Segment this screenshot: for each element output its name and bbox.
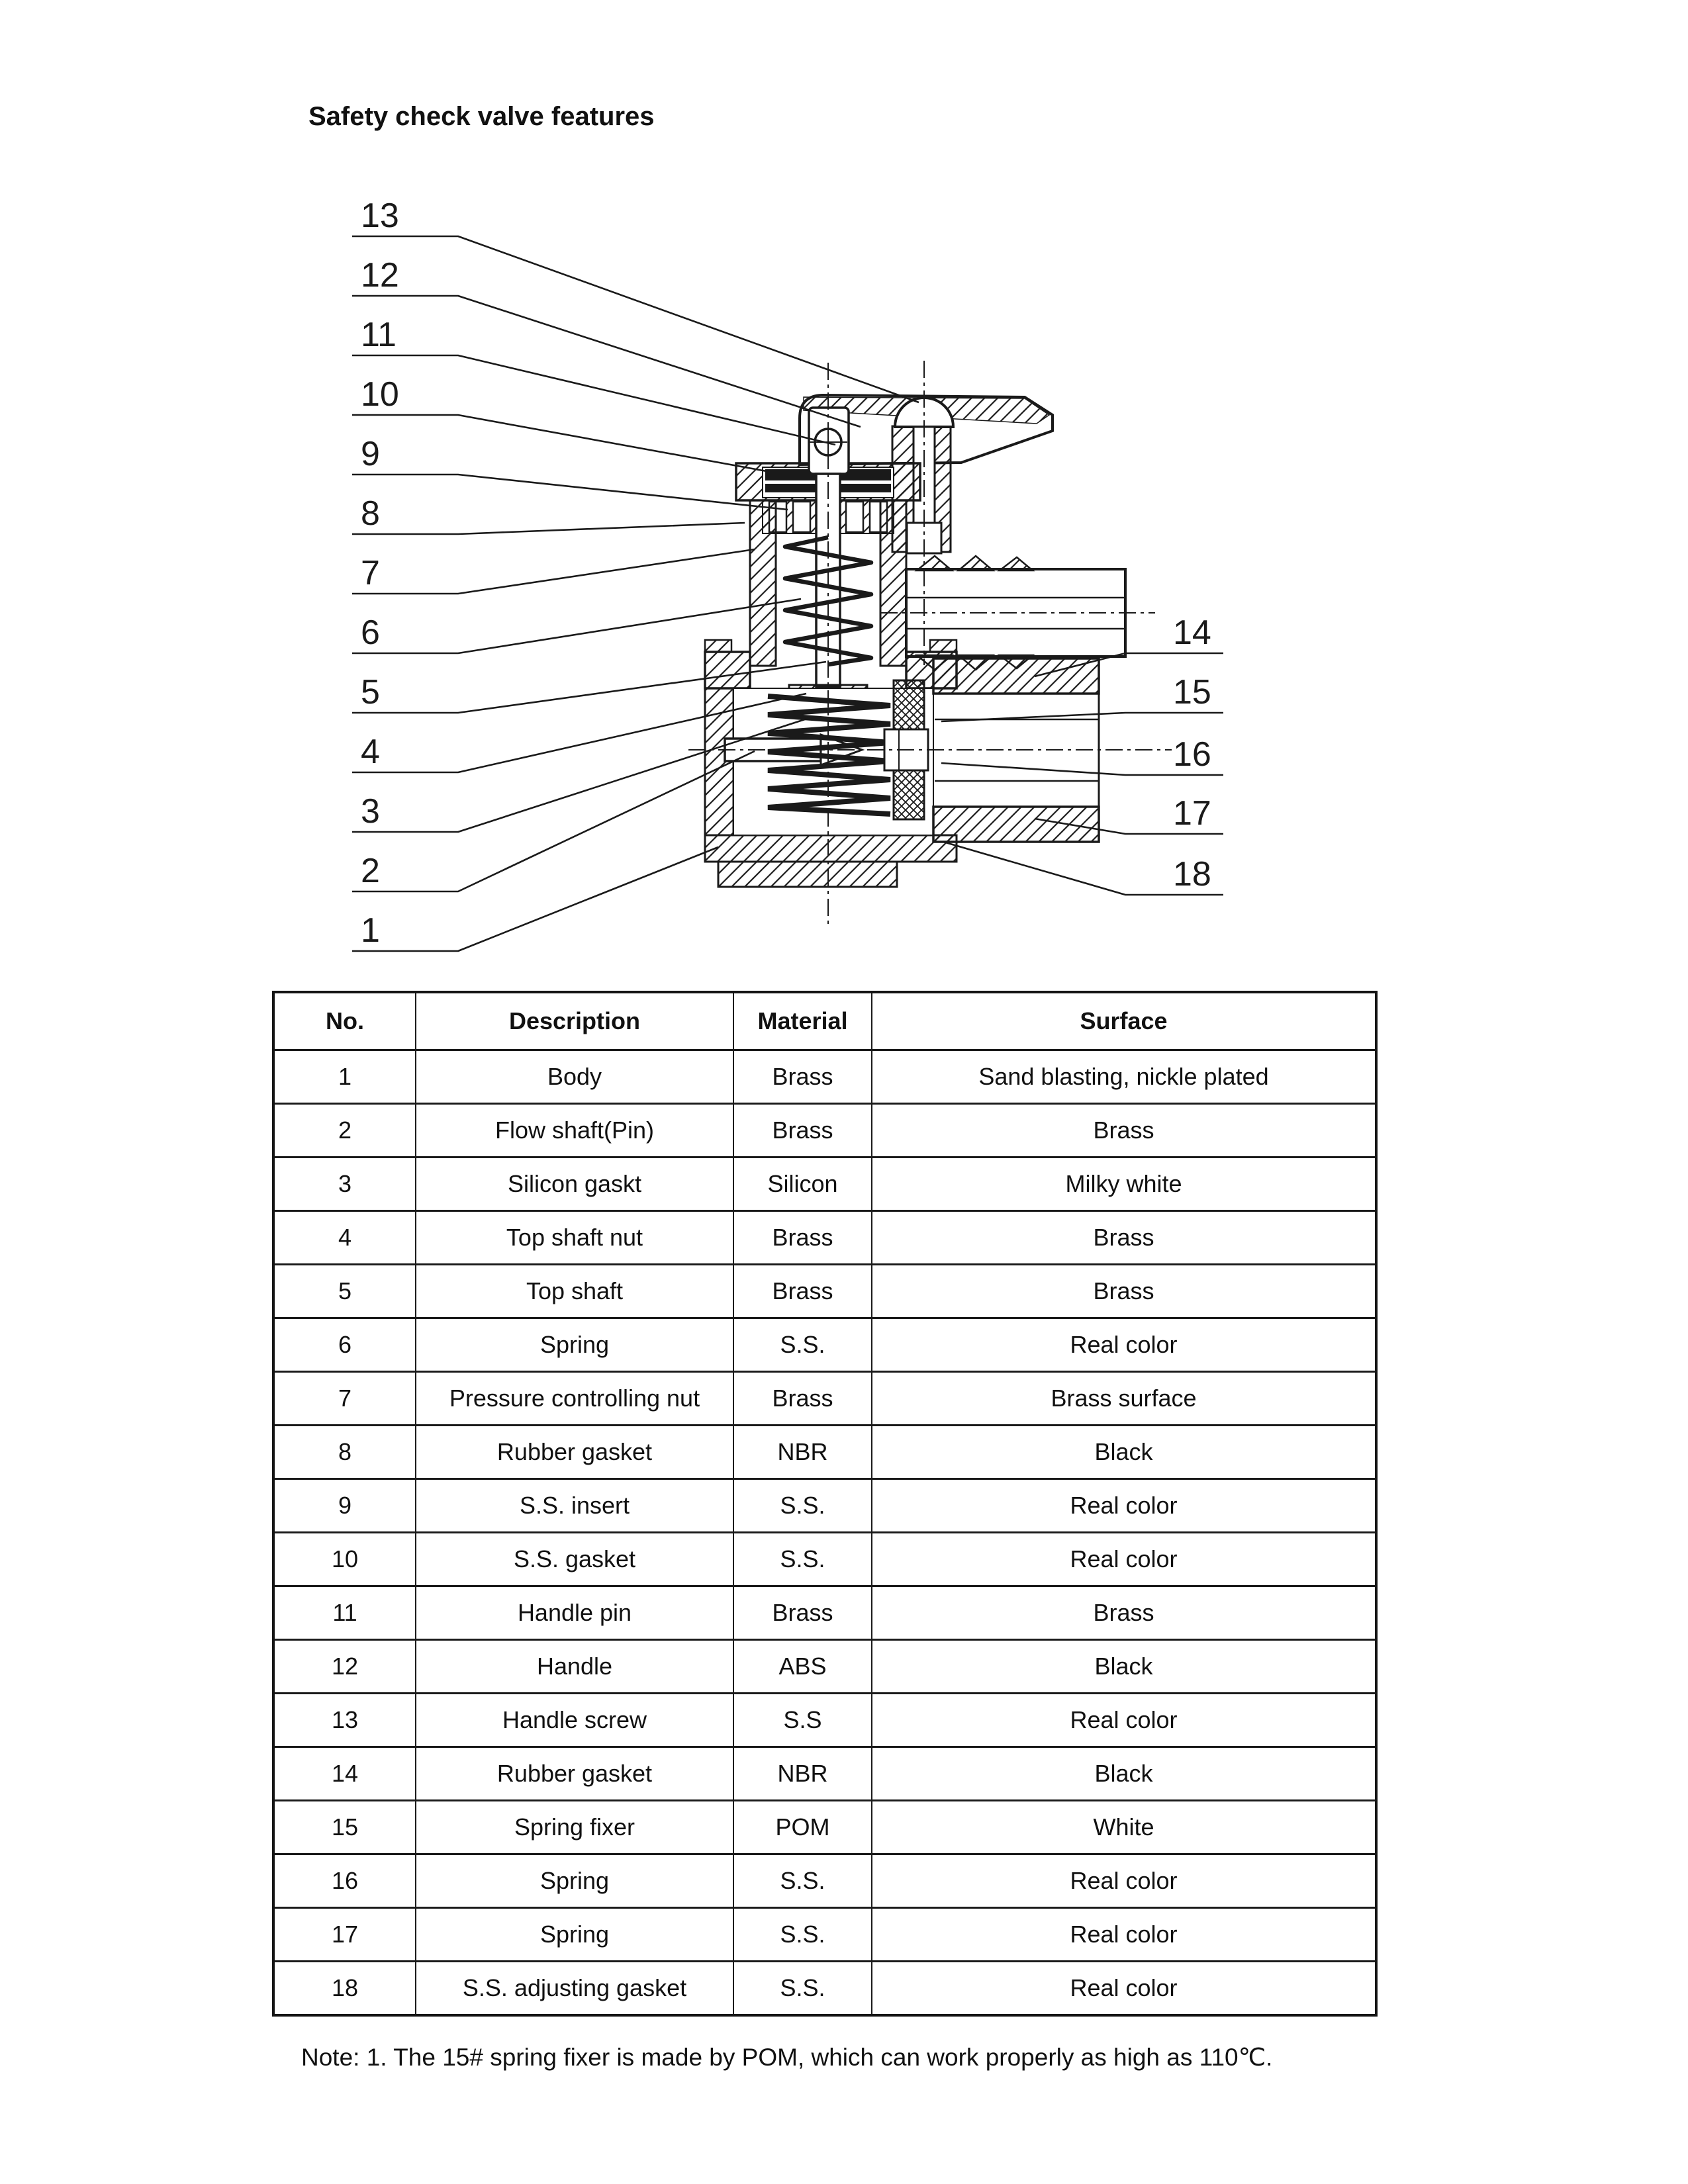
callout-label-4: 4 (361, 733, 380, 771)
table-row (273, 1479, 1376, 1533)
table-cell: ABS (733, 1640, 872, 1694)
table-cell: Brass (733, 1050, 872, 1104)
table-cell: Spring fixer (416, 1801, 733, 1854)
table-cell: 11 (273, 1586, 416, 1640)
table-header-cell: Material (733, 992, 872, 1050)
table-cell: Top shaft (416, 1265, 733, 1318)
table-row (273, 1158, 1376, 1211)
table-cell: S.S. adjusting gasket (416, 1962, 733, 2016)
parts-table (272, 991, 1378, 2017)
callout-label-2: 2 (361, 852, 380, 890)
table-cell: Brass (733, 1586, 872, 1640)
table-row (273, 1211, 1376, 1265)
callout-label-5: 5 (361, 673, 380, 711)
table-cell: Brass (733, 1372, 872, 1426)
table-cell: Real color (872, 1694, 1376, 1747)
table-cell: Brass (872, 1265, 1376, 1318)
table-cell: Body (416, 1050, 733, 1104)
table-cell: Rubber gasket (416, 1426, 733, 1479)
table-cell: Handle screw (416, 1694, 733, 1747)
table-row (273, 1908, 1376, 1962)
table-cell: Spring (416, 1908, 733, 1962)
table-cell: 4 (273, 1211, 416, 1265)
table-cell: Real color (872, 1479, 1376, 1533)
leader-line-9 (352, 475, 788, 510)
callout-label-11: 11 (361, 316, 397, 354)
table-cell: 9 (273, 1479, 416, 1533)
table-cell: Brass (733, 1211, 872, 1265)
table-row (273, 1104, 1376, 1158)
table-cell: 12 (273, 1640, 416, 1694)
table-cell: Spring (416, 1854, 733, 1908)
table-cell: Real color (872, 1962, 1376, 2016)
table-cell: 2 (273, 1104, 416, 1158)
leader-line-12 (352, 296, 861, 427)
table-cell: Black (872, 1426, 1376, 1479)
table-cell: Handle (416, 1640, 733, 1694)
parts-table-body (273, 1050, 1376, 2016)
table-row (273, 1640, 1376, 1694)
table-cell: S.S. (733, 1533, 872, 1586)
table-row (273, 1747, 1376, 1801)
callout-label-10: 10 (361, 375, 399, 414)
table-cell: 17 (273, 1908, 416, 1962)
leader-line-8 (352, 523, 745, 534)
callout-label-7: 7 (361, 554, 380, 592)
leader-line-10 (352, 415, 767, 471)
table-cell: Flow shaft(Pin) (416, 1104, 733, 1158)
table-cell: Brass (733, 1265, 872, 1318)
table-cell: Top shaft nut (416, 1211, 733, 1265)
table-row (273, 1801, 1376, 1854)
table-cell: POM (733, 1801, 872, 1854)
table-cell: Brass (872, 1586, 1376, 1640)
callout-label-15: 15 (1173, 673, 1211, 711)
table-cell: Real color (872, 1908, 1376, 1962)
table-cell: Black (872, 1640, 1376, 1694)
valve-diagram (0, 185, 1688, 979)
table-row (273, 1586, 1376, 1640)
table-cell: Real color (872, 1318, 1376, 1372)
callout-label-14: 14 (1173, 614, 1211, 652)
table-row (273, 1533, 1376, 1586)
callout-label-17: 17 (1173, 794, 1211, 833)
leader-line-11 (352, 355, 835, 445)
page-title: Safety check valve features (308, 102, 655, 131)
table-cell: NBR (733, 1426, 872, 1479)
table-row (273, 1694, 1376, 1747)
table-cell: Pressure controlling nut (416, 1372, 733, 1426)
table-cell: Black (872, 1747, 1376, 1801)
table-row (273, 1050, 1376, 1104)
valve-cross-section (688, 361, 1172, 925)
table-cell: 18 (273, 1962, 416, 2016)
table-header-cell: Description (416, 992, 733, 1050)
table-header-cell: No. (273, 992, 416, 1050)
table-cell: Handle pin (416, 1586, 733, 1640)
table-cell: 7 (273, 1372, 416, 1426)
table-row (273, 1265, 1376, 1318)
table-cell: 3 (273, 1158, 416, 1211)
table-cell: Sand blasting, nickle plated (872, 1050, 1376, 1104)
table-cell: S.S. (733, 1318, 872, 1372)
table-cell: Silicon (733, 1158, 872, 1211)
callout-label-12: 12 (361, 256, 399, 295)
table-cell: 15 (273, 1801, 416, 1854)
callout-label-16: 16 (1173, 735, 1211, 774)
table-cell: S.S (733, 1694, 872, 1747)
table-cell: S.S. (733, 1854, 872, 1908)
callout-label-18: 18 (1173, 855, 1211, 893)
callout-label-9: 9 (361, 435, 380, 473)
table-cell: Milky white (872, 1158, 1376, 1211)
leader-line-7 (352, 549, 755, 594)
table-cell: Spring (416, 1318, 733, 1372)
table-cell: S.S. insert (416, 1479, 733, 1533)
table-row (273, 1372, 1376, 1426)
table-cell: S.S. gasket (416, 1533, 733, 1586)
table-cell: S.S. (733, 1962, 872, 2016)
leader-line-6 (352, 599, 801, 653)
table-row (273, 1962, 1376, 2016)
table-cell: 14 (273, 1747, 416, 1801)
table-row (273, 1426, 1376, 1479)
table-header-row (273, 992, 1376, 1050)
callout-label-13: 13 (361, 197, 399, 235)
callout-label-6: 6 (361, 614, 380, 652)
callout-label-1: 1 (361, 911, 380, 950)
table-cell: 1 (273, 1050, 416, 1104)
table-cell: 13 (273, 1694, 416, 1747)
table-cell: Rubber gasket (416, 1747, 733, 1801)
leader-line-13 (352, 236, 919, 402)
table-cell: 16 (273, 1854, 416, 1908)
callout-label-3: 3 (361, 792, 380, 831)
leader-line-1 (352, 847, 718, 951)
table-row (273, 1854, 1376, 1908)
table-cell: White (872, 1801, 1376, 1854)
footnote: Note: 1. The 15# spring fixer is made by POM, which can work properly as high as 110℃. (301, 2044, 1273, 2071)
table-cell: Brass surface (872, 1372, 1376, 1426)
table-cell: Brass (872, 1211, 1376, 1265)
table-cell: 5 (273, 1265, 416, 1318)
table-cell: Brass (733, 1104, 872, 1158)
callout-label-8: 8 (361, 494, 380, 533)
table-cell: 10 (273, 1533, 416, 1586)
table-row (273, 1318, 1376, 1372)
table-header-cell: Surface (872, 992, 1376, 1050)
table-cell: Silicon gaskt (416, 1158, 733, 1211)
table-cell: S.S. (733, 1479, 872, 1533)
table-cell: Brass (872, 1104, 1376, 1158)
table-cell: NBR (733, 1747, 872, 1801)
table-cell: Real color (872, 1533, 1376, 1586)
table-cell: 6 (273, 1318, 416, 1372)
table-cell: 8 (273, 1426, 416, 1479)
table-cell: S.S. (733, 1908, 872, 1962)
table-cell: Real color (872, 1854, 1376, 1908)
